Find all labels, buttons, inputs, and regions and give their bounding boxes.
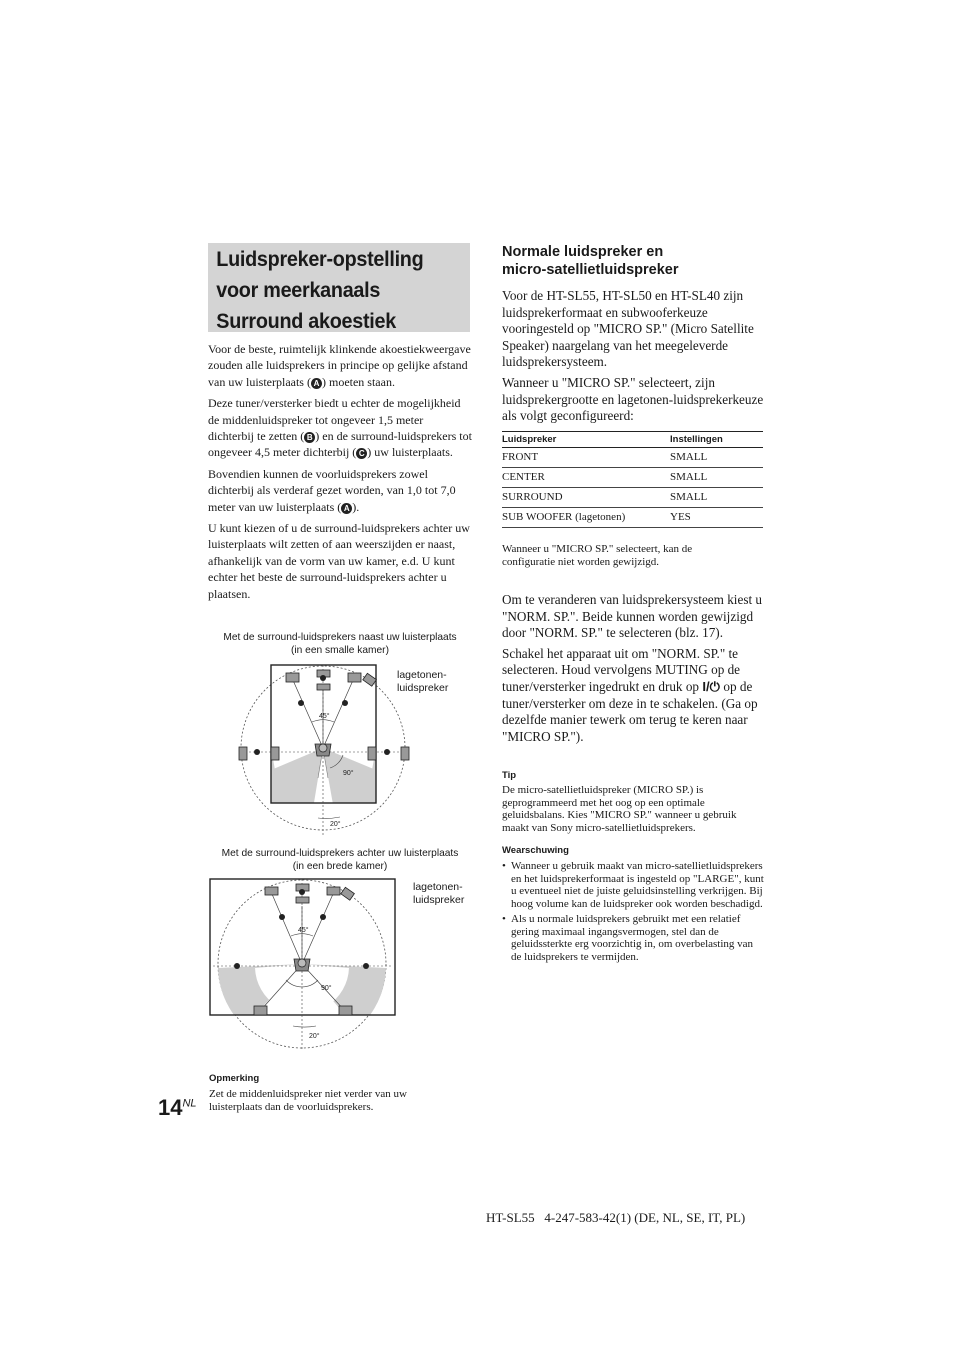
marker-c: C [356,448,367,459]
right-body [502,592,764,745]
table-row: SURROUND SMALL [502,488,763,508]
diagram-2-caption: Met de surround-luidsprekers achter uw luisterplaats (in een brede kamer) [221,848,459,872]
section-title-box [208,243,470,332]
section-title-line-2: voor meerkanaals [216,278,381,302]
right-intro [502,288,764,425]
note-text: Zet de middenluidspreker niet verder van uw luisterplaats dan de voorluidsprekers. [209,1088,407,1113]
angle-label-20: 20° [330,821,341,828]
marker-b: B [304,432,315,443]
right-paragraph-2: Wanneer u "MICRO SP." selecteert, zijn luidsprekergrootte en lagetonen-luidsprekerkeuze als volgt geconfigureerd: [502,374,764,424]
section-title-line-1: Luidspreker-opstelling [216,247,424,271]
footer-model-code: HT-SL55 4-247-583-42(1) (DE, NL, SE, IT, PL) [486,1210,746,1225]
subwoofer-label-2: lagetonen- luidspreker [413,881,465,906]
angle-label-90: 90° [343,770,354,777]
power-icon: I/⏻ [702,678,721,694]
note-heading: Opmerking [209,1073,260,1084]
paragraph-3: Bovendien kunnen de voorluidsprekers zowel dichterbij als verderaf gezet worden, van 1,0 tot 7,0 meter van uw luisterplaats ( A ). [208,466,456,514]
warning-heading: Wearschuwing [502,845,569,856]
table-row: CENTER SMALL [502,468,763,488]
page-number: $14^{NL}$ [158,1095,197,1120]
table-row: SUB WOOFER (lagetonen) YES [502,508,763,528]
list-item: • Als u normale luidsprekers gebruikt met een relatief gering maximaal ingangsvermogen, stel dan de geluidssterkte erg voorzichtig in, om overbelasting van de luidsprekers te vermijden. [502,913,764,964]
table-header-settings: Instellingen [670,432,763,448]
right-heading: Normale luidspreker en micro-satellietluidspreker [502,244,679,278]
angle-label-45: 45° [298,927,309,934]
left-body [208,341,472,602]
diagram-wide-room [205,876,405,1056]
right-paragraph-3: Om te veranderen van luidsprekersysteem kiest u "NORM. SP.". Beide kunnen worden gewijzigd door "NORM. SP." te selecteren (blz. 17). [502,592,763,641]
tip-heading: Tip [502,770,517,781]
angle-label-90: 90° [321,985,332,992]
table-row: FRONT SMALL [502,448,763,468]
right-paragraph-1: Voor de HT-SL55, HT-SL50 en HT-SL40 zijn luidsprekerformaat en subwooferkeuze vooringesteld op "MICRO SP." (Micro Satellite Speaker) naargelang van het meegeleverde luidsprekersysteem. [502,288,754,370]
table-header-speaker: Luidspreker [502,432,670,448]
table-header-row [502,432,763,448]
warning-list [502,860,764,966]
section-title-line-3: Surround akoestiek [216,309,396,333]
table-note: Wanneer u "MICRO SP." selecteert, kan de configuratie niet worden gewijzigd. [502,543,693,568]
list-item: • Wanneer u gebruik maakt van micro-satellietluidsprekers en het luidsprekerformaat is ingesteld op "LARGE", kunt u eventueel niet de juiste geluidsinstelling verkrijgen. Bij hoog volume kan de luidspreker ook worden beschadigd. [502,860,764,911]
speaker-settings-table [502,431,763,528]
right-paragraph-4: Schakel het apparaat uit om "NORM. SP." te selecteren. Houd vervolgens MUTING op de tuner/versterker ingedrukt en druk op I/⏻ op de tuner/versterker om deze in te schakelen. (Ga op dezelfde manier tewerk om terug te keren naar "MICRO SP."). [502,645,758,744]
paragraph-1: Voor de beste, ruimtelijk klinkende akoestiekweergave zouden alle luidsprekers in principe op gelijke afstand van uw luisterplaats ( A ) moeten staan. [208,342,471,389]
angle-label-45: 45° [319,713,330,720]
angle-label-20: 20° [309,1033,320,1040]
subwoofer-label-1: lagetonen- luidspreker [397,669,449,694]
paragraph-2: Deze tuner/versterker biedt u echter de mogelijkheid de middenluidspreker tot ongeveer 1,5 meter dichterbij te zetten ( B ) en de surround-luidsprekers tot ongeveer 4,5 meter dichterbij ( C ) uw luisterplaats. [208,396,472,460]
diagram-1-caption: Met de surround-luidsprekers naast uw luisterplaats (in een smalle kamer) [223,632,457,656]
marker-a: A [311,378,322,389]
tip-text: De micro-satellietluidspreker (MICRO SP.) is geprogrammeerd met het oog op een optimale geluidsbalans. Kies "MICRO SP." wanneer u gebruik maakt van Sony micro-satellietluidsprekers. [502,784,737,834]
paragraph-4: U kunt kiezen of u de surround-luidsprekers achter uw luisterplaats wilt zetten of aan weerszijden er naast, afhankelijk van de vorm van uw kamer, e.d. U kunt echter het beste de surround-luidsprekers achter u plaatsen. [208,521,470,601]
marker-a: A [341,503,352,514]
